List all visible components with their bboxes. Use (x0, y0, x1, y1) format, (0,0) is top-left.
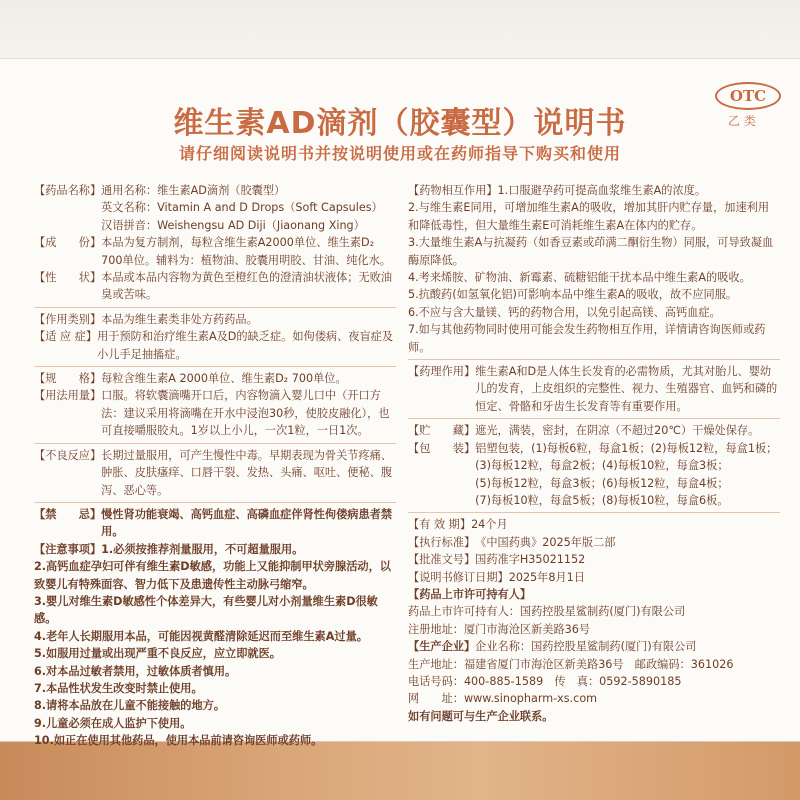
precaution-item: 1.必须按推荐剂量服用，不可超量服用。 (101, 542, 304, 556)
precaution-item: 6.对本品过敏者禁用，过敏体质者慎用。 (34, 664, 237, 678)
right-column (408, 182, 780, 725)
section-text: 每粒含维生素A 2000单位、维生素D₂ 700单位。 (101, 372, 347, 386)
interaction-item: 5.抗酸药(如氢氧化铝)可影响本品中维生素A的吸收，故不应同服。 (408, 288, 738, 302)
section-text: 本品为复方制剂，每粒含维生素A2000单位、维生素D₂ 700单位。辅料为：植物油、胶囊用明胶、甘油、纯化水。 (101, 236, 391, 267)
section-approval (408, 551, 780, 568)
section-manufacturer (408, 638, 780, 655)
section-label: 【规 格】 (34, 372, 102, 386)
section-text: 24个月 (471, 518, 508, 532)
divider (34, 502, 396, 503)
section-text: 口服。将软囊滴嘴开口后，内容物滴入婴儿口中（开口方法：建议采用将滴嘴在开水中浸泡30秒，使胶皮融化），也可直接嚼服胶丸。1岁以上小儿，一次1粒，一日1次。 (101, 389, 390, 438)
section-contraindications (34, 506, 396, 541)
precaution-item: 9.儿童必须在成人监护下使用。 (34, 716, 192, 730)
interaction-item: 6.不应与含大量镁、钙的药物合用，以免引起高镁、高钙血症。 (408, 305, 721, 319)
section-label: 【贮 藏】 (408, 424, 476, 438)
interaction-item: 2.与维生素E同用，可增加维生素A的吸收，增加其肝内贮存量，加速利用和降低毒性，但大量维生素E可消耗维生素A在体内的贮存。 (408, 201, 770, 232)
section-storage (408, 422, 780, 439)
manufacturer-details (408, 656, 780, 726)
precaution-item: 10.如正在使用其他药品，使用本品前请咨询医师或药师。 (34, 734, 323, 748)
interaction-item: 3.大量维生素A与抗凝药（如香豆素或茚满二酮衍生物）同服，可导致凝血酶原降低。 (408, 236, 774, 267)
otc-badge: OTC (715, 82, 781, 110)
section-text: 遮光，满装，密封，在阴凉（不超过20℃）干燥处保存。 (475, 424, 760, 438)
section-pharmacology (408, 363, 780, 415)
section-label: 【说明书修订日期】 (408, 570, 509, 584)
generic-name: 通用名称：维生素AD滴剂（胶囊型） (101, 184, 286, 197)
interaction-item: 7.如与其他药物同时使用可能会发生药物相互作用，详情请咨询医师或药师。 (408, 323, 766, 354)
precaution-item: 8.请将本品放在儿童不能接触的地方。 (34, 699, 226, 713)
background-top (0, 0, 800, 58)
package-line: (3)每板12粒，每盒2板；(4)每板10粒，每盒3板； (475, 459, 729, 473)
section-appearance (34, 269, 396, 304)
section-label: 【成 份】 (34, 236, 102, 250)
divider (34, 443, 396, 444)
section-text: 维生素A和D是人体生长发育的必需物质，尤其对胎儿、婴幼儿的发育，上皮组织的完整性、视力、生殖器官、血钙和磷的恒定、骨骼和牙齿生长发育等有重要作用。 (475, 365, 778, 413)
leaflet-subtitle: 请仔细阅读说明书并按说明使用或在药师指导下购买和使用 (178, 144, 621, 163)
section-label: 【药理作用】 (408, 365, 476, 379)
interaction-list (408, 199, 780, 356)
section-spec (34, 370, 396, 387)
section-text: 本品或本品内容物为黄色至橙红色的澄清油状液体；无败油臭或苦味。 (101, 271, 393, 302)
section-label: 【药品上市许可持有人】 (408, 587, 532, 601)
section-text: 慢性肾功能衰竭、高钙血症、高磷血症伴肾性佝偻病患者禁用。 (101, 507, 393, 539)
section-package (408, 440, 780, 510)
interaction-item: 4.考来烯胺、矿物油、新霉素、硫糖铝能干扰本品中维生素A的吸收。 (408, 271, 751, 285)
mah-address: 注册地址：厦门市海沧区新美路36号 (408, 622, 591, 636)
section-label: 【批准文号】 (408, 553, 476, 567)
otc-category: 乙 类 (728, 114, 756, 128)
manufacturer-address: 生产地址：福建省厦门市海沧区新美路36号 邮政编码：361026 (408, 657, 734, 671)
section-indications (34, 328, 396, 363)
section-validity (408, 516, 780, 533)
section-label: 【药品名称】 (34, 184, 102, 197)
section-interactions (408, 182, 780, 199)
precaution-item: 3.婴儿对维生素D敏感性个体差异大，有些婴儿对小剂量维生素D很敏感。 (34, 594, 378, 626)
divider (408, 512, 780, 513)
package-line: (7)每板10粒，每盒5板；(8)每板10粒，每盒6板。 (475, 493, 729, 507)
section-label: 【禁 忌】 (34, 507, 102, 521)
package-line: (5)每板12粒，每盒3板；(6)每板12粒，每盒4板； (475, 476, 729, 490)
divider (408, 359, 780, 360)
section-precautions (34, 541, 396, 558)
divider (34, 307, 396, 308)
section-text: 《中国药典》2025年版二部 (475, 535, 616, 549)
precaution-item: 5.如服用过量或出现严重不良反应，应立即就医。 (34, 647, 281, 661)
section-composition (34, 234, 396, 269)
section-text: 用于预防和治疗维生素A及D的缺乏症。如佝偻病、夜盲症及小儿手足抽搐症。 (97, 330, 394, 361)
divider (408, 418, 780, 419)
manufacturer-phone: 电话号码：400-885-1589 传 真：0592-5890185 (408, 674, 682, 688)
section-label: 【药物相互作用】 (408, 184, 498, 197)
mah-holder: 药品上市许可持有人：国药控股星鲨制药(厦门)有限公司 (408, 605, 686, 619)
section-label: 【注意事项】 (34, 542, 102, 556)
section-label: 【执行标准】 (408, 535, 476, 549)
section-label: 【包 装】 (408, 441, 476, 455)
divider (34, 366, 396, 367)
section-usage (34, 387, 396, 439)
section-text: 长期过量服用，可产生慢性中毒。早期表现为骨关节疼痛、肿胀、皮肤瘙痒、口唇干裂、发热、头痛、呕吐、便秘、腹泻、恶心等。 (101, 448, 393, 497)
section-adverse (34, 447, 396, 499)
section-label: 【性 状】 (34, 271, 102, 285)
manufacturer-website: 网 址：www.sinopharm-xs.com (408, 692, 598, 706)
section-text: 2025年8月1日 (508, 570, 585, 584)
section-label: 【生产企业】 (408, 640, 476, 654)
precaution-item: 4.老年人长期服用本品，可能因视黄醛清除延迟而至维生素A过量。 (34, 629, 368, 643)
section-label: 【有 效 期】 (408, 518, 472, 532)
pinyin-name: 汉语拼音：Weishengsu AD Diji（Jiaonang Xing） (101, 218, 365, 232)
section-label: 【不良反应】 (34, 448, 102, 462)
section-label: 【适 应 症】 (34, 330, 98, 344)
section-text: 国药准字H35021152 (475, 553, 586, 567)
english-name: 英文名称：Vitamin A and D Drops（Soft Capsules） (101, 201, 383, 215)
left-column (34, 182, 396, 750)
interaction-item: 1.口服避孕药可提高血浆维生素A的浓度。 (497, 184, 707, 197)
section-revision (408, 569, 780, 586)
section-label: 【用法用量】 (34, 389, 102, 403)
leaflet-title: 维生素AD滴剂（胶囊型）说明书 (173, 106, 627, 141)
section-drug-name (34, 182, 396, 234)
manufacturer-contact-note: 如有问题可与生产企业联系。 (408, 709, 554, 723)
section-standard (408, 534, 780, 551)
section-text: 本品为维生素类非处方药药品。 (101, 312, 258, 326)
precaution-list (34, 558, 396, 749)
section-label: 【作用类别】 (34, 312, 102, 326)
manufacturer-name: 企业名称：国药控股星鲨制药(厦门)有限公司 (475, 640, 697, 654)
precaution-item: 7.本品性状发生改变时禁止使用。 (34, 681, 203, 695)
section-mah (408, 586, 780, 638)
package-line: 铝塑包装，(1)每板6粒，每盒1板；(2)每板12粒，每盒1板； (475, 441, 778, 455)
precaution-item: 2.高钙血症孕妇可伴有维生素D敏感，功能上又能抑制甲状旁腺活动，以致婴儿有特殊面容、智力低下及患遗传性主动脉弓缩窄。 (34, 560, 391, 591)
section-category (34, 311, 396, 328)
